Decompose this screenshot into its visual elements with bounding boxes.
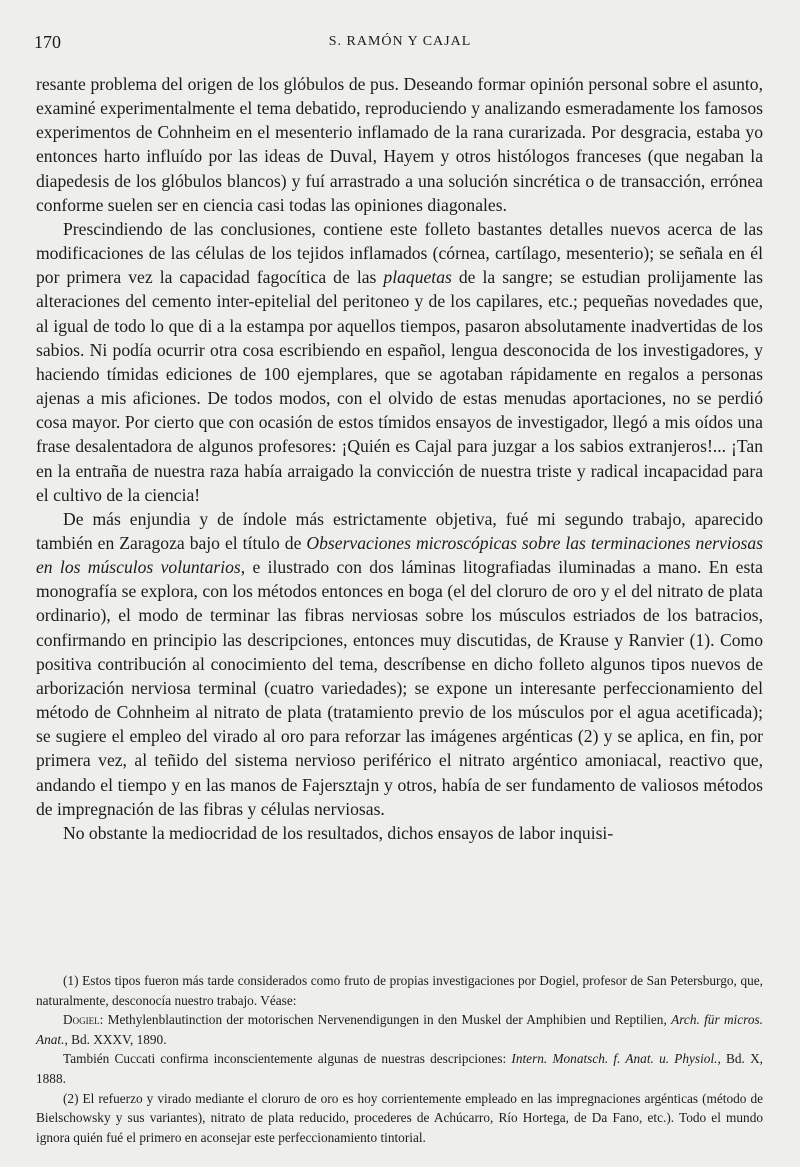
paragraph-4: No obstante la mediocridad de los resultados, dichos ensayos de labor inquisi-	[63, 822, 614, 843]
footnote-2: (2) El refuerzo y virado mediante el cloruro de oro es hoy corrientemente empleado en las impregnaciones argénticas (método de Bielschowsky y sus variantes), nitrato de plata reducido, procederes de Achúcarro, Río Hortega, de Da Fano, etc.). Todo el mundo ignora quién fué el primero en aconsejar este perfeccionamiento tintorial.	[36, 1090, 763, 1145]
footnote-1-reference-1	[36, 1010, 763, 1049]
footnote-ref2-volume: , Bd. X, 1888.	[36, 1051, 763, 1086]
footnotes	[36, 971, 763, 1147]
paragraph-3	[36, 507, 763, 821]
paragraph-2	[36, 217, 763, 507]
paragraph-1: resante problema del origen de los glóbulos de pus. Deseando formar opinión personal sobre el asunto, examiné experimentalmente el tema debatido, reproduciendo y analizando esmeradamente los famosos experimentos de Cohnheim en el mesenterio inflamado de la rana curarizada. Por desgracia, estaba yo entonces harto influído por las ideas de Duval, Hayem y otros histólogos franceses (que negaban la diapedesis de los glóbulos blancos) y fuí arrastrado a una solución sincrética o de transacción, errónea conforme suelen ser en ciencia casi todas las opiniones diagonales.	[36, 74, 763, 215]
running-title: S. RAMÓN Y CAJAL	[328, 34, 472, 49]
footnote-ref2-text: También Cuccati confirma inconscientemente algunas de nuestras descripciones:	[63, 1051, 512, 1067]
footnote-ref1-volume: , Bd. XXXV, 1890.	[64, 1031, 167, 1047]
footnote-ref1-author: Dogiel:	[63, 1012, 104, 1028]
paragraph-2-part-b: de la sangre; se estudian prolijamente las alteraciones del cemento inter-epitelial del peritoneo y de los capilares, etc.; pequeñas novedades que, al igual de todo lo que di a la estampa por aquellos tiempos, pasaron absolutamente inadvertidas de los sabios. Ni podía ocurrir otra cosa escribiendo en español, lengua desconocida de los investigadores, y haciendo tímidas ediciones de 100 ejemplares, que se agotaban rápidamente en regalos a personas ajenas a mis aficiones. De todos modos, con el olvido de estas menudas aportaciones, no se perdió cosa mayor. Por cierto que con ocasión de estos tímidos ensayos de investigador, llegó a mis oídos una frase desalentadora de algunos profesores: ¡Quién es Cajal para juzgar a los sabios extranjeros!... ¡Tan en la entraña de nuestra raza había arraigado la convicción de nuestra triste y radical incapacidad para el cultivo de la ciencia!	[36, 267, 763, 505]
page-header	[34, 32, 766, 54]
paragraph-2-emphasis: plaquetas	[383, 267, 452, 288]
footnote-1-intro: (1) Estos tipos fueron más tarde considerados como fruto de propias investigaciones por Dogiel, profesor de San Petersburgo, que, naturalmente, desconocía nuestro trabajo. Véase:	[36, 973, 763, 1008]
footnote-ref1-journal: Arch. für micros. Anat.	[36, 1012, 763, 1047]
footnote-1-reference-2	[36, 1049, 763, 1088]
paragraph-3-emphasis: Observaciones microscópicas sobre las terminaciones nerviosas en los músculos voluntarios	[36, 532, 763, 578]
page-number: 170	[34, 32, 61, 52]
paragraph-3-part-b: , e ilustrado con dos láminas litografiadas iluminadas a mano. En esta monografía se explora, con los métodos entonces en boga (el del cloruro de oro y el del nitrato de plata ordinario), el modo de terminar las fibras nerviosas sobre los músculos estriados de los batracios, confirmando en principio las descripciones, entonces muy discutidas, de Krause y Ranvier (1). Como positiva contribución al conocimiento del tema, descríbense en dicho folleto algunos tipos nuevos de arborización nerviosa terminal (cuatro variedades); se expone un interesante perfeccionamiento del método de Cohnheim al nitrato de plata (tratamiento previo de los músculos por el agua acetificada); se sugiere el empleo del virado al oro para reforzar las imágenes argénticas (2) y se aplica, en fin, por primera vez, al teñido del sistema nervioso periférico el nitrato argéntico amoniacal, reactivo que, andando el tiempo y en las manos de Fajersztajn y otros, había de ser fundamento de valiosos métodos de impregnación de las fibras y células nerviosas.	[36, 557, 763, 819]
paragraph-2-part-a: Prescindiendo de las conclusiones, contiene este folleto bastantes detalles nuevos acerca de las modificaciones de las células de los tejidos inflamados (córnea, cartílago, mesenterio); se señala en él por primera vez la capacidad fagocítica de las	[36, 218, 763, 288]
paragraph-3-part-a: De más enjundia y de índole más estrictamente objetiva, fué mi segundo trabajo, aparecido también en Zaragoza bajo el título de	[36, 508, 763, 553]
footnote-ref2-journal: Intern. Monatsch. f. Anat. u. Physiol.	[511, 1051, 718, 1067]
footnote-ref1-text: Methylenblautinction der motorischen Nervenendigungen in den Muskel der Amphibien und Reptilien,	[103, 1012, 672, 1028]
main-text	[36, 72, 763, 845]
